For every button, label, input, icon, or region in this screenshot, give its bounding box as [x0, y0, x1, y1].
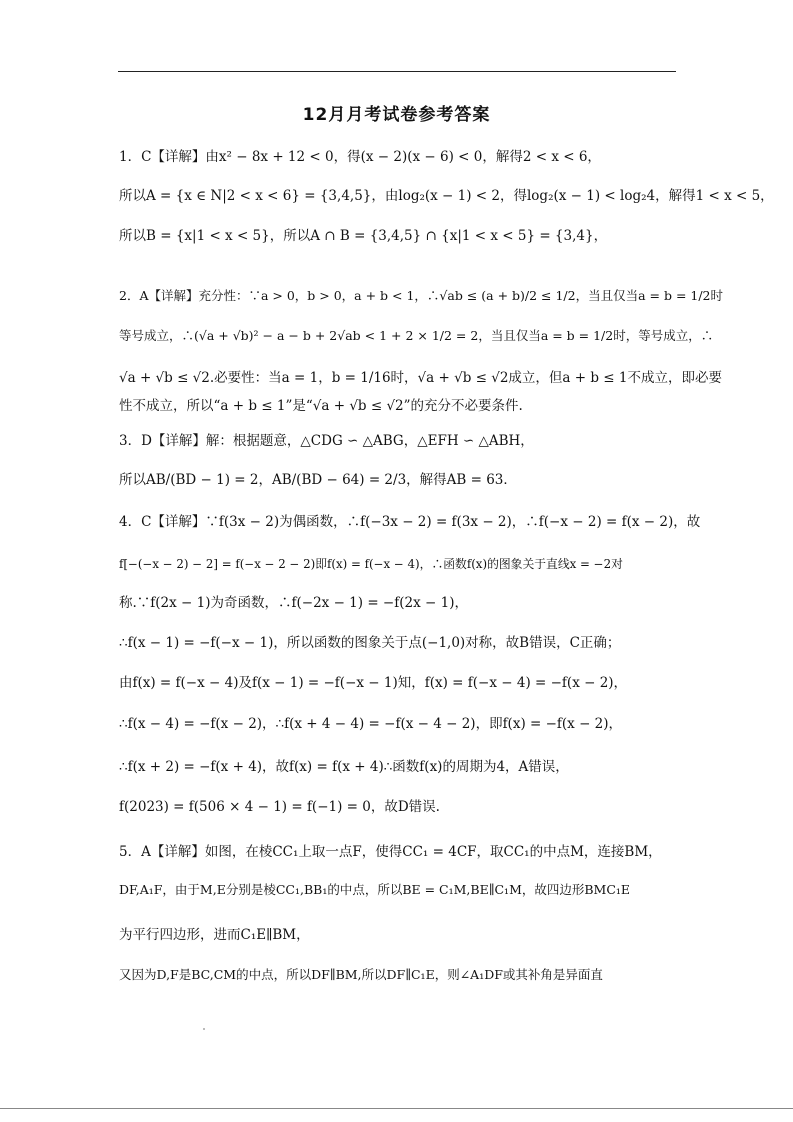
- answer-line: √a + √b ≤ √2.必要性：当a = 1，b = 1/16时，√a + √b ≤ √2成立，但a + b ≤ 1不成立，即必要: [119, 370, 722, 386]
- answer-line: 称.∵f(2x − 1)为奇函数，∴f(−2x − 1) = −f(2x − 1)，: [119, 595, 468, 611]
- page-title: 12月月考试卷参考答案: [302, 105, 491, 125]
- answer-line: ∴f(x − 4) = −f(x − 2)，∴f(x + 4 − 4) = −f(x − 4 − 2)，即f(x) = −f(x − 2)，: [119, 716, 623, 732]
- answer-line: 5．A【详解】如图，在棱CC₁上取一点F，使得CC₁ = 4CF，取CC₁的中点M，连接BM，: [119, 844, 662, 860]
- answer-line: 为平行四边形，进而C₁E∥BM，: [119, 927, 310, 943]
- answer-line: DF,A₁F，由于M,E分别是棱CC₁,BB₁的中点，所以BE = C₁M,BE∥C₁M，故四边形BMC₁E: [119, 882, 631, 897]
- answer-line: 性不成立，所以“a + b ≤ 1”是“√a + √b ≤ √2”的充分不必要条件.: [119, 398, 523, 414]
- answer-line: 2．A【详解】充分性：∵a > 0，b > 0，a + b < 1，∴√ab ≤ (a + b)/2 ≤ 1/2，当且仅当a = b = 1/2时: [119, 288, 724, 303]
- answer-line: ∴f(x − 1) = −f(−x − 1)，所以函数的图象关于点(−1,0)对称，故B错误，C正确；: [119, 635, 621, 651]
- answer-line: 由f(x) = f(−x − 4)及f(x − 1) = −f(−x − 1)知，f(x) = f(−x − 4) = −f(x − 2)，: [119, 675, 628, 691]
- answer-line: 3．D【详解】解：根据题意，△CDG ∽ △ABG，△EFH ∽ △ABH，: [119, 433, 534, 449]
- answer-line: 等号成立，∴(√a + √b)² − a − b + 2√ab < 1 + 2 × 1/2 = 2，当且仅当a = b = 1/2时，等号成立，∴: [119, 328, 714, 343]
- header-rule: [118, 71, 676, 72]
- answer-line: 所以A = {x ∈ N|2 < x < 6} = {3,4,5}，由log₂(x − 1) < 2，得log₂(x − 1) < log₂4，解得1 < x < 5，: [119, 188, 774, 204]
- answer-line: f[−(−x − 2) − 2] = f(−x − 2 − 2)即f(x) = f(−x − 4)，∴函数f(x)的图象关于直线x = −2对: [119, 557, 623, 571]
- footer-rule: [0, 1108, 793, 1109]
- answer-line: 又因为D,F是BC,CM的中点，所以DF∥BM,所以DF∥C₁E，则∠A₁DF或其补角是异面直: [119, 967, 603, 982]
- answer-line: 所以B = {x|1 < x < 5}，所以A ∩ B = {3,4,5} ∩ {x|1 < x < 5} = {3,4}，: [119, 228, 608, 244]
- answer-line: ∴f(x + 2) = −f(x + 4)，故f(x) = f(x + 4)∴函数f(x)的周期为4，A错误，: [119, 759, 569, 775]
- answer-line: 4．C【详解】∵f(3x − 2)为偶函数，∴f(−3x − 2) = f(3x − 2)，∴f(−x − 2) = f(x − 2)，故: [119, 514, 701, 530]
- answer-line: 所以AB/(BD − 1) = 2，AB/(BD − 64) = 2/3，解得AB = 63．: [119, 472, 517, 488]
- answer-line: 1．C【详解】由x² − 8x + 12 < 0，得(x − 2)(x − 6) < 0，解得2 < x < 6，: [119, 149, 601, 165]
- answer-line: f(2023) = f(506 × 4 − 1) = f(−1) = 0，故D错误.: [119, 799, 440, 815]
- page-mark: [203, 1028, 205, 1030]
